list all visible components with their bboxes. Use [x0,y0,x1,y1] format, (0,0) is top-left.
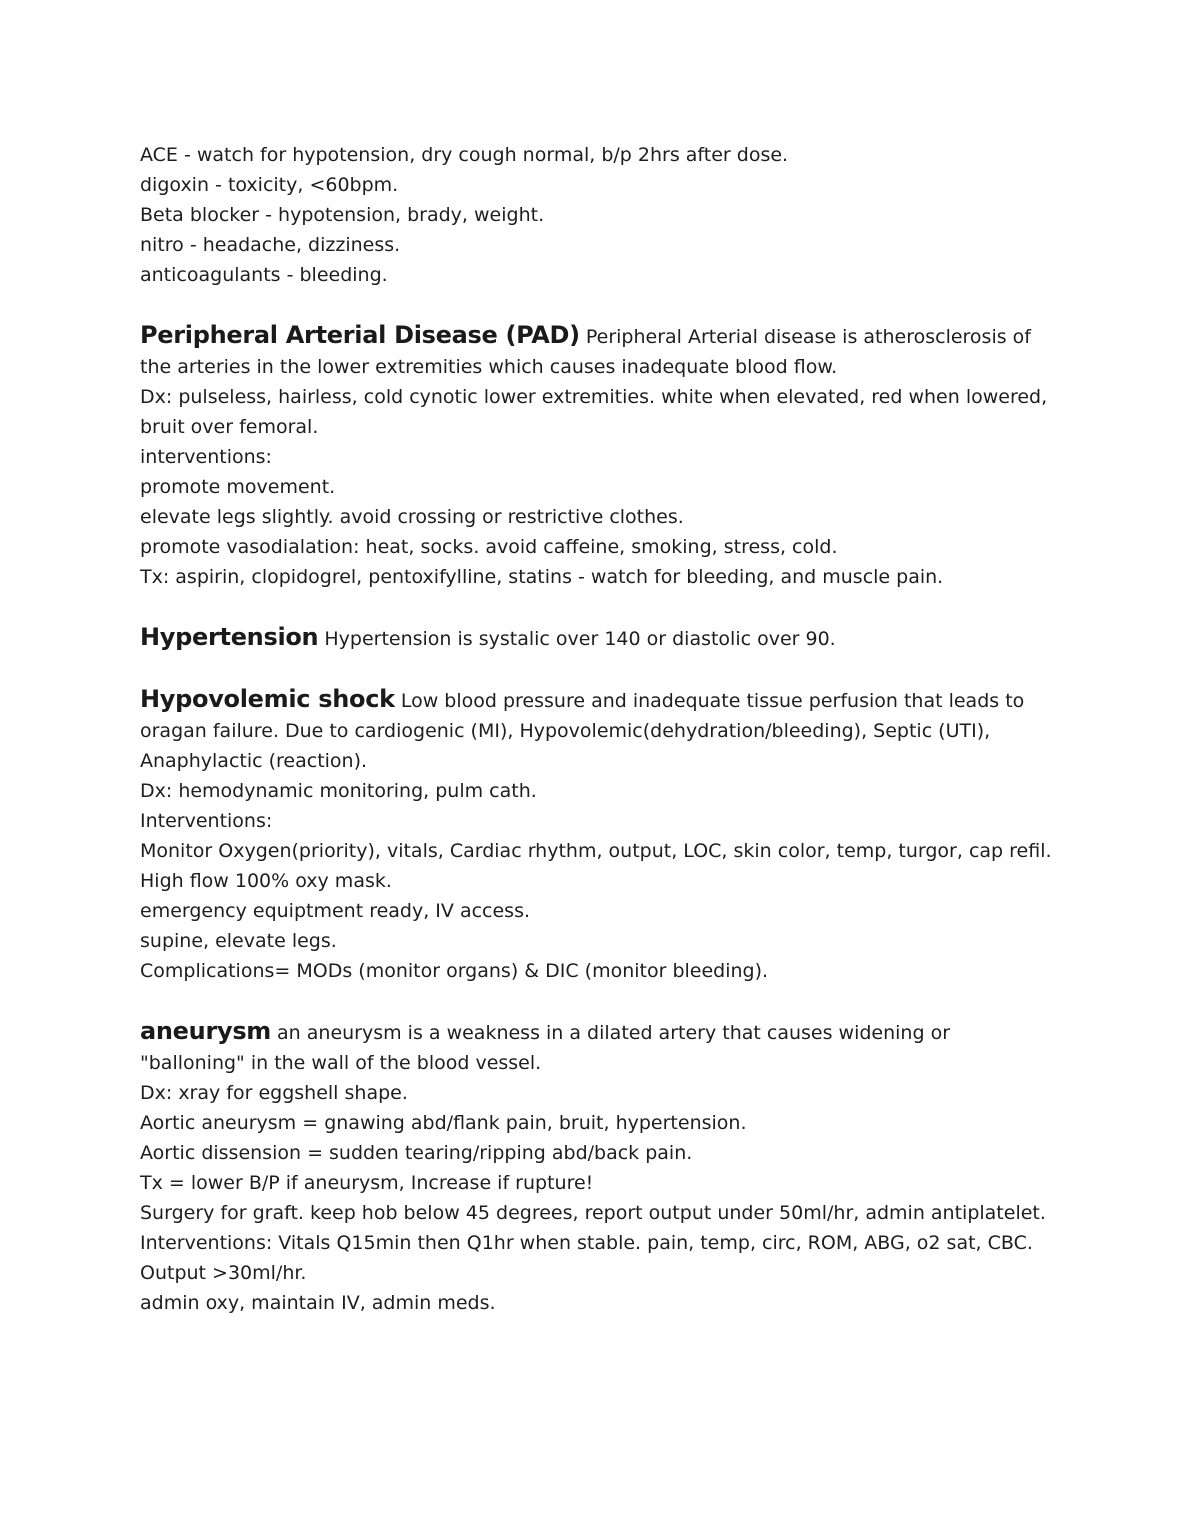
section-heading: Hypovolemic shock [140,685,395,713]
section-line: High flow 100% oxy mask. [140,870,392,892]
section-line: Tx: aspirin, clopidogrel, pentoxifylline, statins - watch for bleeding, and muscle pain. [140,566,944,588]
section-heading: Hypertension [140,623,319,651]
section-line: Aortic dissension = sudden tearing/ripping abd/back pain. [140,1142,693,1164]
section-heading: aneurysm [140,1017,272,1045]
intro-line: digoxin - toxicity, <60bpm. [140,174,399,196]
section-line: Interventions: [140,810,273,832]
section-line: Dx: hemodynamic monitoring, pulm cath. [140,780,537,802]
section-line: admin oxy, maintain IV, admin meds. [140,1292,496,1314]
section-lead [140,684,1060,776]
section-line: Output >30ml/hr. [140,1262,307,1284]
section-pad [140,320,1060,592]
section-line: Monitor Oxygen(priority), vitals, Cardiac rhythm, output, LOC, skin color, temp, turgor, cap refil. [140,840,1052,862]
intro-line: nitro - headache, dizziness. [140,234,401,256]
section-summary: Peripheral Arterial disease is atherosclerosis of the arteries in the lower extremities which causes inadequate blood flow. [140,326,1031,378]
section-hypertension [140,622,1060,654]
section-heading: Peripheral Arterial Disease (PAD) [140,321,580,349]
section-line: Dx: pulseless, hairless, cold cynotic lower extremities. white when elevated, red when lowered, bruit over femoral. [140,386,1048,438]
section-summary: an aneurysm is a weakness in a dilated artery that causes widening or "balloning" in the wall of the blood vessel. [140,1022,951,1074]
section-summary: Hypertension is systalic over 140 or diastolic over 90. [324,628,836,650]
intro-line: anticoagulants - bleeding. [140,264,388,286]
section-lead [140,320,1060,382]
section-line: promote vasodialation: heat, socks. avoid caffeine, smoking, stress, cold. [140,536,838,558]
section-line: Tx = lower B/P if aneurysm, Increase if rupture! [140,1172,594,1194]
section-line: Aortic aneurysm = gnawing abd/flank pain, bruit, hypertension. [140,1112,747,1134]
document-page [140,140,1060,1318]
section-line: Dx: xray for eggshell shape. [140,1082,408,1104]
section-lead [140,1016,1060,1078]
section-line: Complications= MODs (monitor organs) & DIC (monitor bleeding). [140,960,769,982]
intro-line: ACE - watch for hypotension, dry cough normal, b/p 2hrs after dose. [140,144,789,166]
section-lead [140,622,1060,654]
section-hypovolemic-shock [140,684,1060,986]
section-line: promote movement. [140,476,336,498]
intro-block [140,140,1060,290]
section-aneurysm [140,1016,1060,1318]
section-line: elevate legs slightly. avoid crossing or restrictive clothes. [140,506,684,528]
section-line: interventions: [140,446,272,468]
intro-line: Beta blocker - hypotension, brady, weight. [140,204,545,226]
section-line: Interventions: Vitals Q15min then Q1hr when stable. pain, temp, circ, ROM, ABG, o2 sat, CBC. [140,1232,1033,1254]
section-summary: Low blood pressure and inadequate tissue perfusion that leads to oragan failure. Due to cardiogenic (MI), Hypovolemic(dehydration/bleeding), Septic (UTI), Anaphylactic (reaction). [140,690,1025,772]
section-line: Surgery for graft. keep hob below 45 degrees, report output under 50ml/hr, admin antiplatelet. [140,1202,1046,1224]
section-line: emergency equiptment ready, IV access. [140,900,531,922]
section-line: supine, elevate legs. [140,930,337,952]
